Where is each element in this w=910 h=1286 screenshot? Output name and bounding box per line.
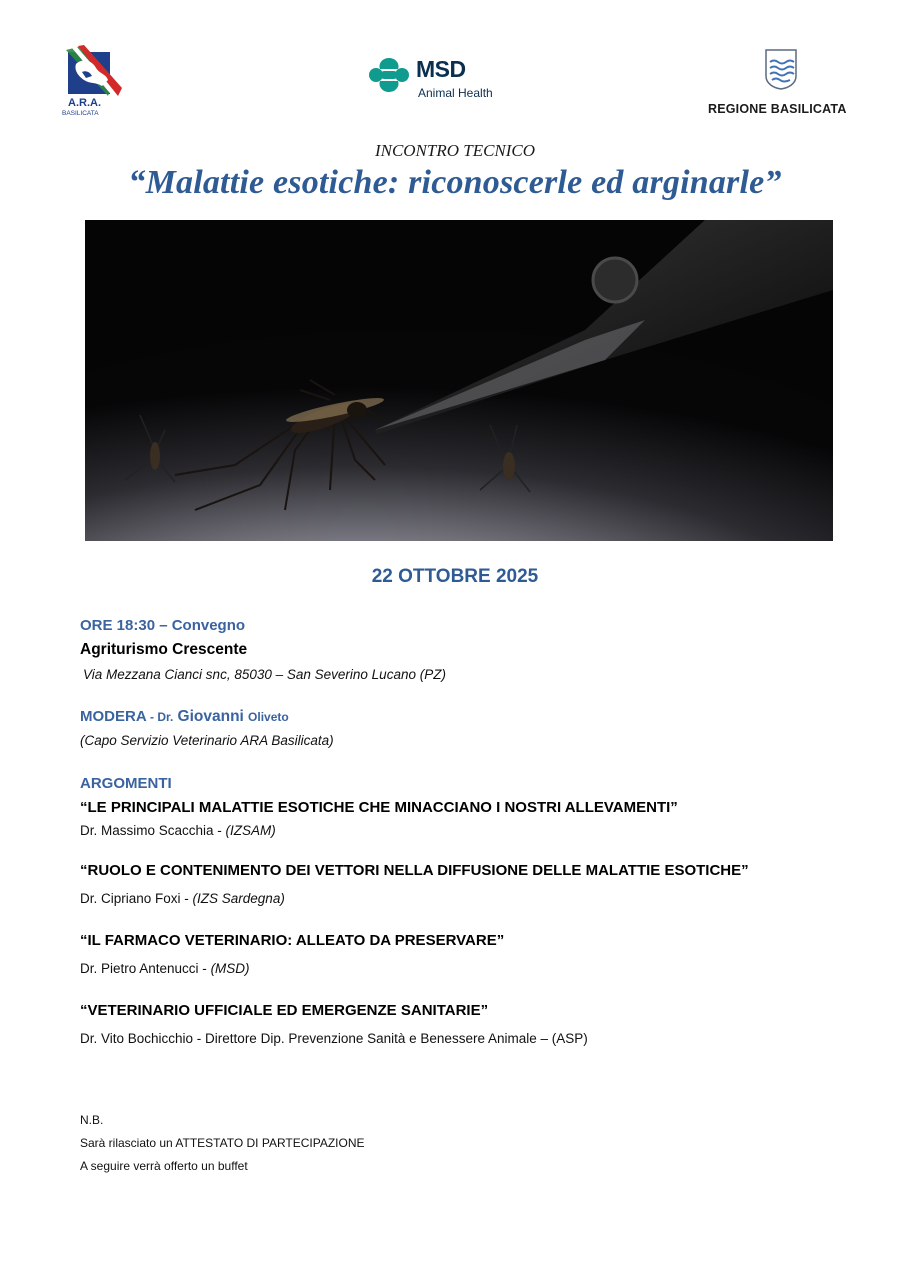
topic-title: “RUOLO E CONTENIMENTO DEI VETTORI NELLA DIFFUSIONE DELLE MALATTIE ESOTICHE”	[80, 862, 749, 879]
topic-speaker	[80, 823, 276, 838]
topic-speaker	[80, 891, 285, 906]
moderator-line	[80, 708, 289, 726]
moderator-separator: -	[146, 710, 158, 724]
topics-heading: ARGOMENTI	[80, 775, 172, 792]
topic-title: “VETERINARIO UFFICIALE ED EMERGENZE SANITARIE”	[80, 1002, 489, 1019]
moderator-first-name: Giovanni	[177, 708, 244, 725]
ara-logo-subtext: BASILICATA	[62, 110, 99, 117]
event-date: 22 OTTOBRE 2025	[371, 566, 539, 587]
topic-title: “IL FARMACO VETERINARIO: ALLEATO DA PRESERVARE”	[80, 932, 505, 949]
event-kicker: INCONTRO TECNICO	[374, 141, 536, 160]
speaker-name: Dr. Pietro Antenucci -	[80, 961, 211, 976]
venue-name: Agriturismo Crescente	[80, 641, 248, 658]
moderator-title: Dr.	[157, 710, 174, 724]
ara-basilicata-logo	[62, 44, 124, 118]
msd-logo-name: MSD	[416, 56, 466, 82]
topic-speaker	[80, 961, 250, 976]
venue-address: Via Mezzana Cianci snc, 85030 – San Severino Lucano (PZ)	[83, 667, 446, 682]
msd-logo	[368, 54, 508, 104]
moderator-last-name: Oliveto	[248, 710, 289, 724]
msd-logo-subtitle: Animal Health	[418, 86, 493, 100]
notes-line: A seguire verrà offerto un buffet	[80, 1159, 248, 1173]
notes-label: N.B.	[80, 1113, 104, 1127]
speaker-affiliation: (IZSAM)	[225, 823, 276, 838]
moderator-label: MODERA	[80, 708, 147, 725]
regione-basilicata-logo	[690, 40, 870, 120]
regione-crest-icon	[764, 48, 798, 90]
ara-logo-text: A.R.A.	[68, 97, 101, 109]
speaker-affiliation: (MSD)	[210, 961, 250, 976]
event-title: “Malattie esotiche: riconoscerle ed arginarle”	[128, 164, 782, 201]
speaker-name: Dr. Cipriano Foxi -	[80, 891, 193, 906]
event-time: ORE 18:30 – Convegno	[80, 617, 246, 634]
regione-logo-name: REGIONE BASILICATA	[708, 102, 847, 116]
speaker-name: Dr. Vito Bochicchio - Direttore Dip. Prevenzione Sanità e Benessere Animale – (ASP)	[80, 1031, 588, 1046]
moderator-role: (Capo Servizio Veterinario ARA Basilicata)	[80, 733, 334, 748]
notes-line: Sarà rilasciato un ATTESTATO DI PARTECIPAZIONE	[80, 1136, 365, 1150]
mosquito-photo	[85, 220, 833, 541]
speaker-affiliation: (IZS Sardegna)	[192, 891, 285, 906]
msd-mark-icon	[368, 56, 410, 94]
speaker-name: Dr. Massimo Scacchia -	[80, 823, 226, 838]
topic-speaker	[80, 1031, 588, 1046]
topic-title: “LE PRINCIPALI MALATTIE ESOTICHE CHE MINACCIANO I NOSTRI ALLEVAMENTI”	[80, 799, 678, 816]
